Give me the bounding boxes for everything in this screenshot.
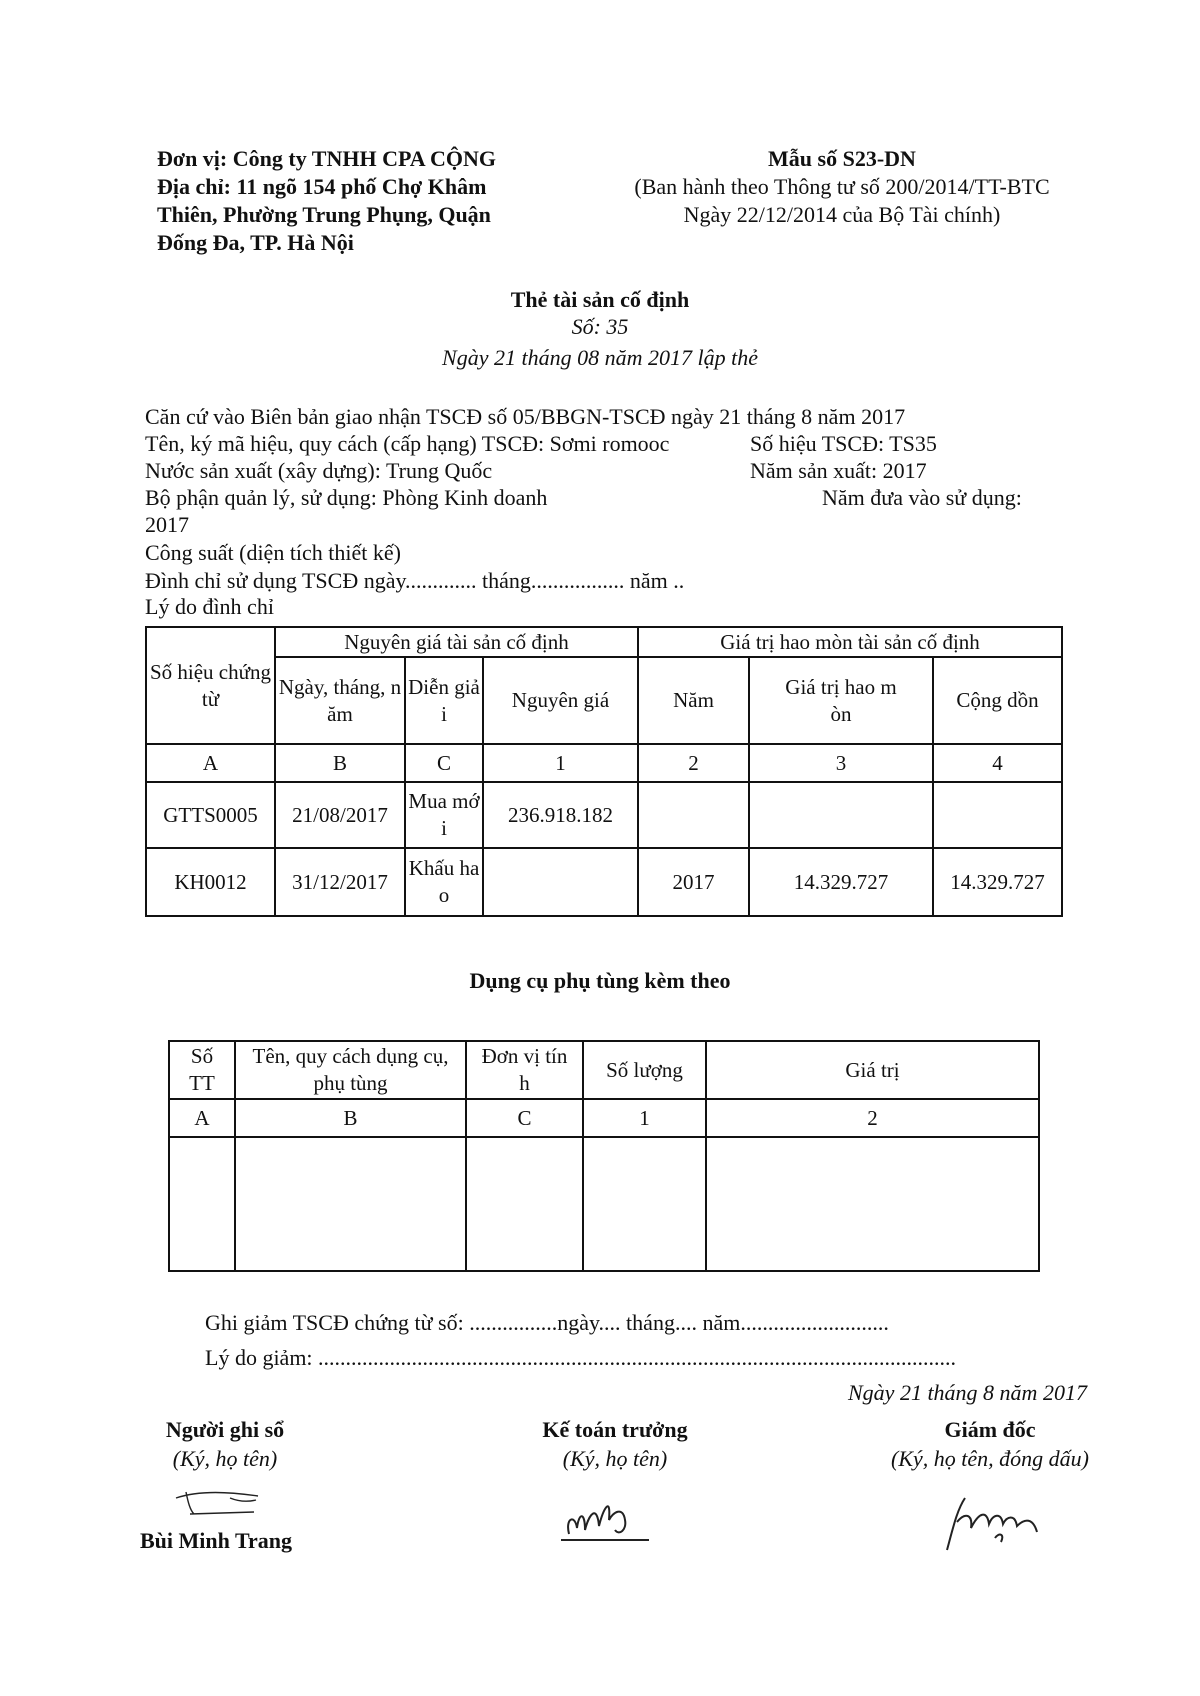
header-no: Số TT: [169, 1041, 235, 1099]
code-cell: A: [169, 1099, 235, 1137]
code-cell: 3: [749, 744, 933, 782]
header-cumulative: Cộng dồn: [933, 657, 1062, 744]
asset-name-line: Tên, ký mã hiệu, quy cách (cấp hạng) TSCĐ: Sơmi romooc: [145, 431, 670, 456]
year-used-label: Năm đưa vào sử dụng:: [822, 485, 1022, 510]
asset-code-line: Số hiệu TSCĐ: TS35: [750, 431, 937, 456]
sig2-title: Kế toán trưởng: [542, 1417, 688, 1442]
header-value: Giá trị: [706, 1041, 1039, 1099]
empty-cell: [706, 1137, 1039, 1271]
tools-table: [168, 1040, 1040, 1272]
address-line-2: Thiên, Phường Trung Phụng, Quận: [157, 202, 491, 227]
table-row: [146, 782, 1062, 848]
page-title: Thẻ tài sản cố định: [510, 287, 690, 312]
form-note-2: Ngày 22/12/2014 của Bộ Tài chính): [683, 202, 1001, 227]
asset-table: [145, 626, 1063, 917]
header-tool-name: Tên, quy cách dụng cụ, phụ tùng: [235, 1041, 466, 1099]
code-cell: C: [466, 1099, 583, 1137]
row-doc: KH0012: [146, 848, 275, 916]
country-line: Nước sản xuất (xây dựng): Trung Quốc: [145, 458, 493, 483]
row-cost: [483, 848, 638, 916]
sig1-note: (Ký, họ tên): [172, 1446, 278, 1471]
empty-cell: [235, 1137, 466, 1271]
row-year: [638, 782, 749, 848]
year-used-value: 2017: [145, 512, 189, 537]
empty-cell: [169, 1137, 235, 1271]
header-year: Năm: [638, 657, 749, 744]
sig1-name: Bùi Minh Trang: [140, 1528, 293, 1553]
row-year: 2017: [638, 848, 749, 916]
row-cum: [933, 782, 1062, 848]
header-depreciation-value: Giá trị hao mòn: [749, 657, 933, 744]
row-cost: 236.918.182: [483, 782, 638, 848]
row-date: 31/12/2017: [275, 848, 405, 916]
sig3-title: Giám đốc: [944, 1417, 1036, 1442]
department-line: Bộ phận quản lý, sử dụng: Phòng Kinh doanh: [145, 485, 548, 510]
row-dep: 14.329.727: [749, 848, 933, 916]
year-made-line: Năm sản xuất: 2017: [750, 458, 927, 483]
row-dep: [749, 782, 933, 848]
tools-title: Dụng cụ phụ tùng kèm theo: [469, 968, 731, 993]
header-date: Ngày, tháng, năm: [275, 657, 405, 744]
code-cell: A: [146, 744, 275, 782]
header-depreciation-group: Giá trị hao mòn tài sản cố định: [638, 627, 1062, 657]
header-description: Diễn giải: [405, 657, 483, 744]
table-row: [146, 848, 1062, 916]
code-cell: C: [405, 744, 483, 782]
header-cost: Nguyên giá: [483, 657, 638, 744]
code-cell: B: [275, 744, 405, 782]
column-code-row: [169, 1099, 1039, 1137]
code-cell: 4: [933, 744, 1062, 782]
sig1-title: Người ghi sổ: [165, 1417, 285, 1442]
row-cum: 14.329.727: [933, 848, 1062, 916]
sign-date: Ngày 21 tháng 8 năm 2017: [848, 1380, 1087, 1405]
form-number: Mẫu số S23-DN: [768, 146, 916, 171]
unit-name: Công ty TNHH CPA CỘNG: [232, 146, 496, 171]
signature-3: [935, 1488, 1055, 1558]
address-line-1: Địa chỉ: 11 ngõ 154 phố Chợ Khâm: [157, 174, 487, 199]
reduce-doc-line: Ghi giảm TSCĐ chứng từ số: ................ngày.... tháng.... năm...........................: [205, 1310, 889, 1335]
suspend-line: Đình chỉ sử dụng TSCĐ ngày............. tháng................. năm ..: [145, 568, 685, 593]
row-doc: GTTS0005: [146, 782, 275, 848]
basis-line: Căn cứ vào Biên bản giao nhận TSCĐ số 05/BBGN-TSCĐ ngày 21 tháng 8 năm 2017: [145, 404, 906, 429]
code-cell: 1: [483, 744, 638, 782]
address-line-3: Đống Đa, TP. Hà Nội: [157, 230, 354, 255]
row-desc: Khấu hao: [405, 848, 483, 916]
header-quantity: Số lượng: [583, 1041, 706, 1099]
unit-line: [157, 146, 496, 172]
column-code-row: [146, 744, 1062, 782]
sig2-note: (Ký, họ tên): [562, 1446, 668, 1471]
header-doc-number: Số hiệu chứng từ: [146, 627, 275, 744]
empty-cell: [583, 1137, 706, 1271]
header-original-cost-group: Nguyên giá tài sản cố định: [275, 627, 638, 657]
sig3-note: (Ký, họ tên, đóng dấu): [891, 1446, 1089, 1471]
card-date: Ngày 21 tháng 08 năm 2017 lập thẻ: [442, 345, 758, 370]
card-number: Số: 35: [571, 314, 629, 339]
code-cell: 2: [638, 744, 749, 782]
empty-row: [169, 1137, 1039, 1271]
empty-cell: [466, 1137, 583, 1271]
suspend-reason-line: Lý do đình chỉ: [145, 594, 274, 619]
form-note-1: (Ban hành theo Thông tư số 200/2014/TT-BTC: [634, 174, 1050, 199]
row-desc: Mua mới: [405, 782, 483, 848]
code-cell: B: [235, 1099, 466, 1137]
signature-1: [170, 1480, 280, 1525]
row-date: 21/08/2017: [275, 782, 405, 848]
header-unit: Đơn vị tính: [466, 1041, 583, 1099]
reduce-reason-line: Lý do giảm: ....................................................................................................................: [205, 1345, 957, 1370]
capacity-line: Công suất (diện tích thiết kế): [145, 540, 401, 565]
unit-label: Đơn vị:: [157, 146, 228, 171]
code-cell: 1: [583, 1099, 706, 1137]
code-cell: 2: [706, 1099, 1039, 1137]
signature-2: [555, 1490, 665, 1550]
